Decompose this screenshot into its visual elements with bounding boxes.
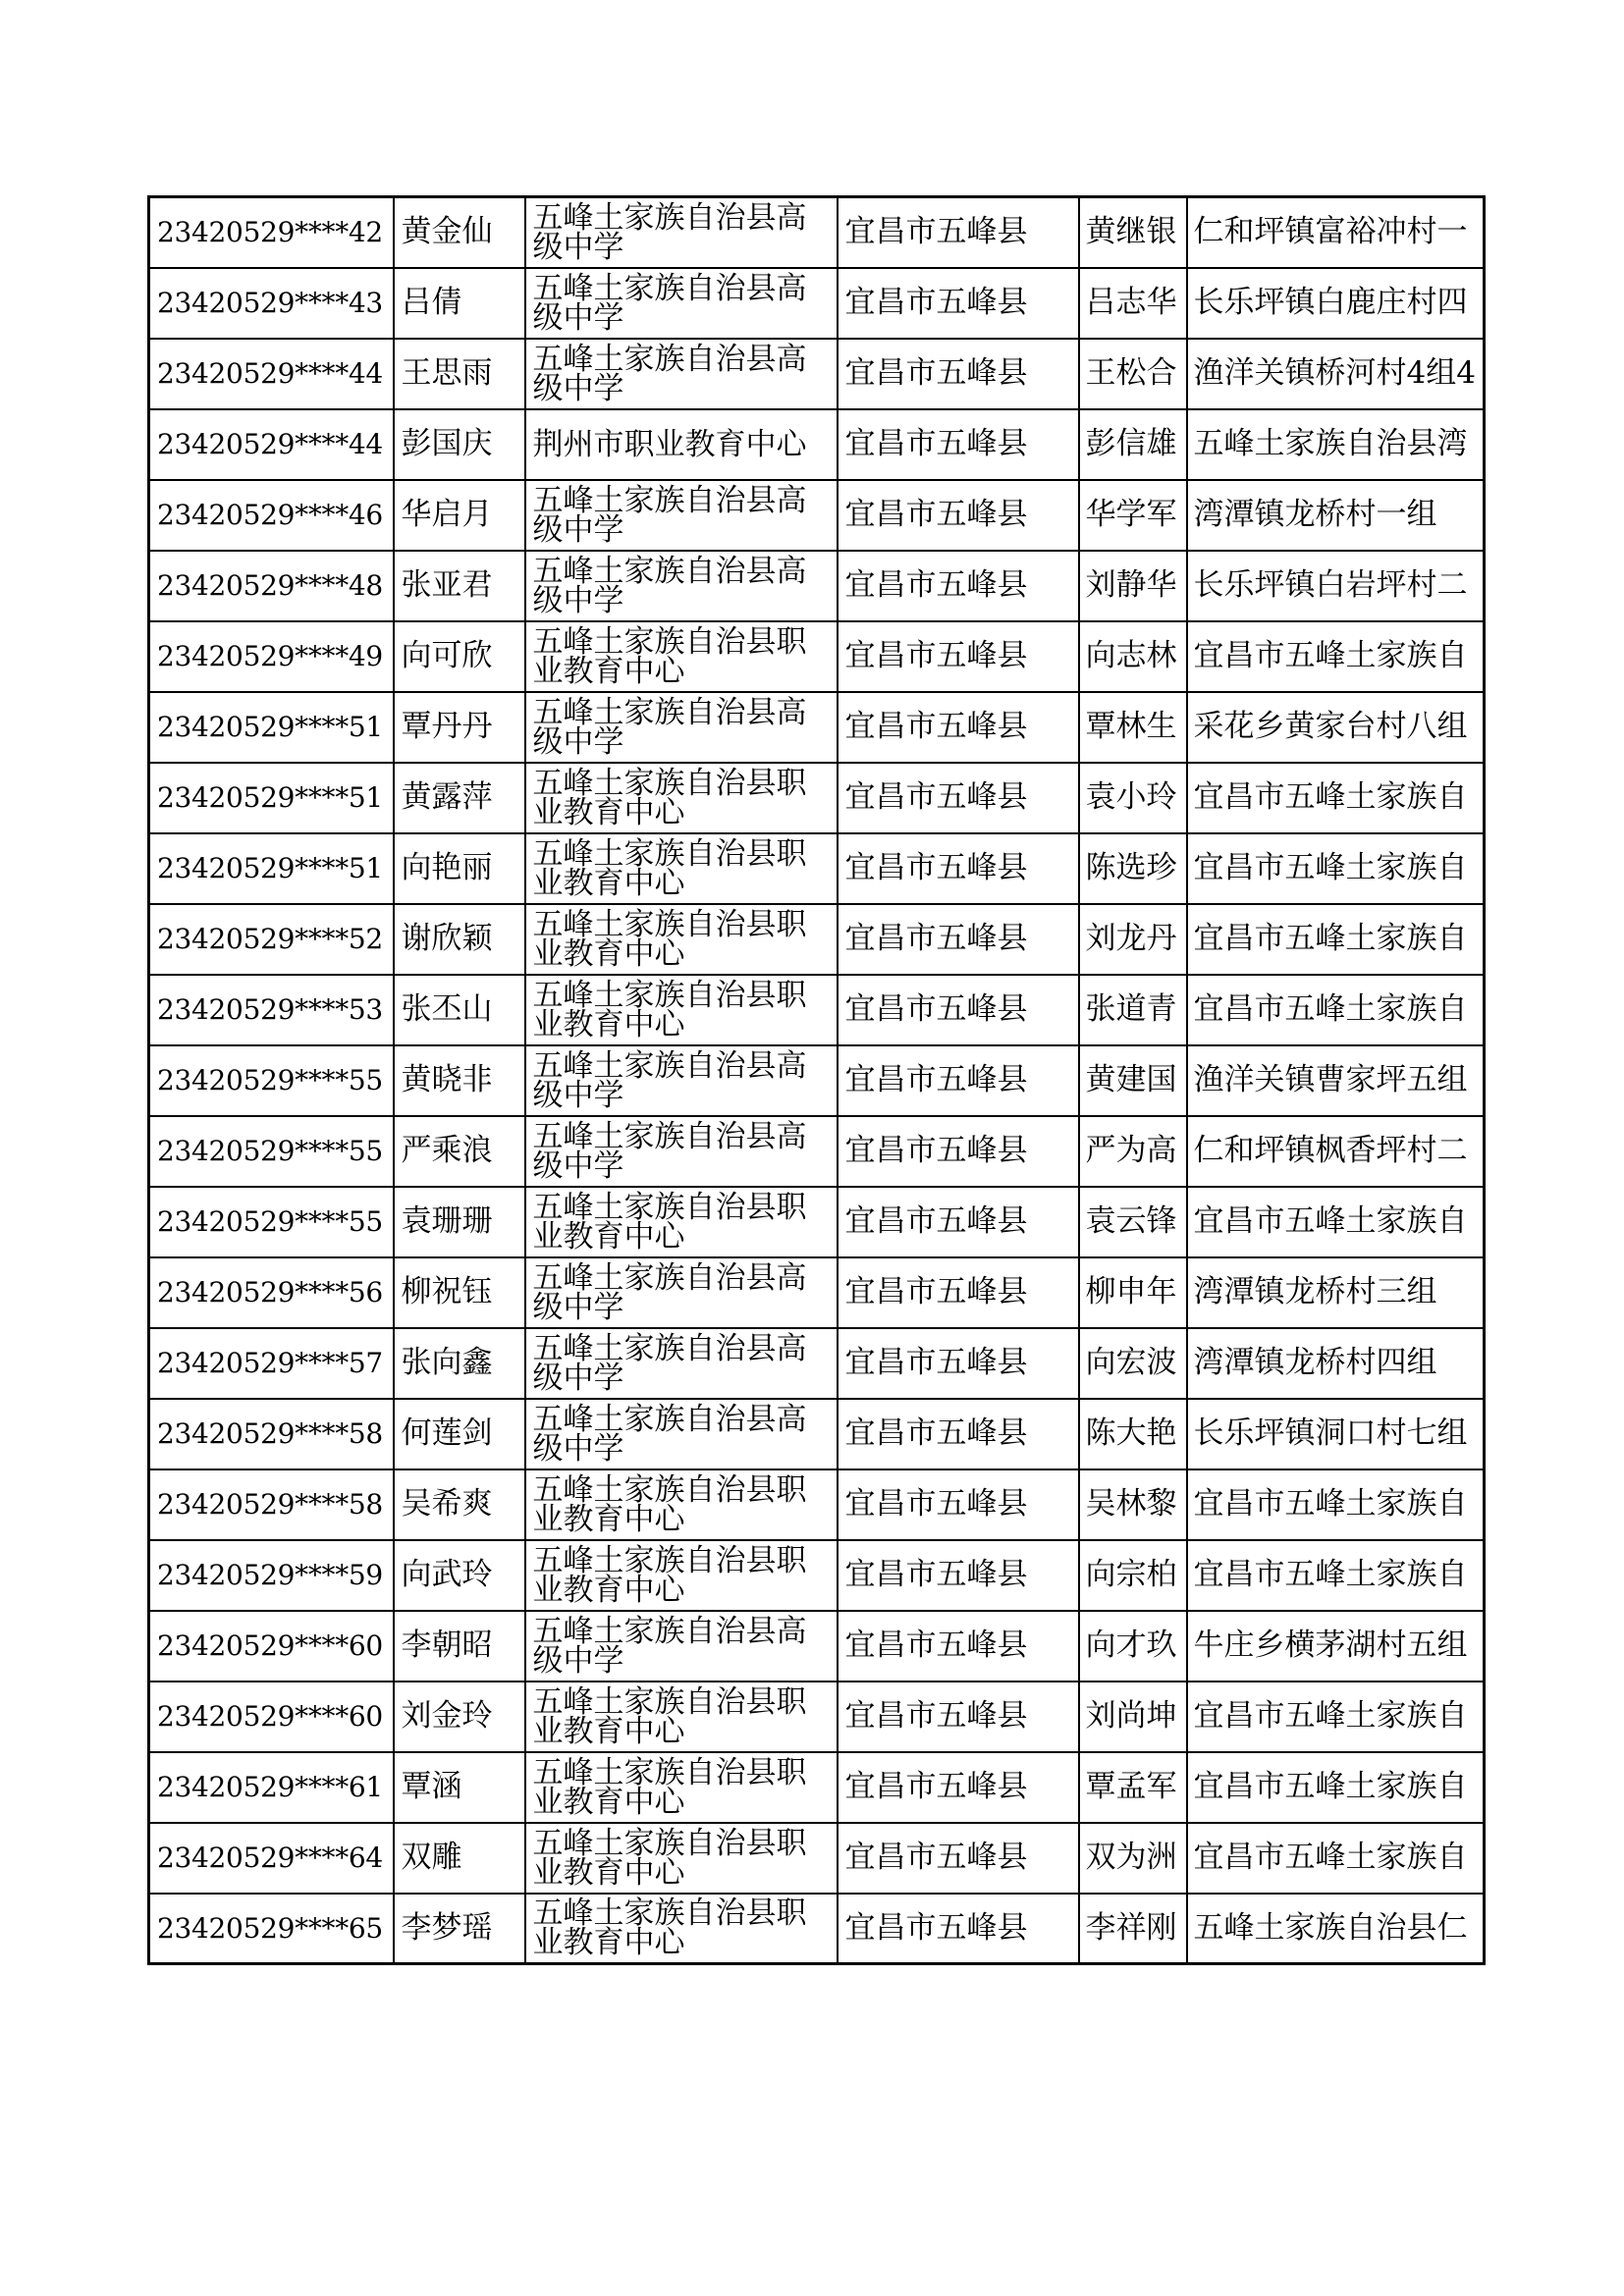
table-row <box>149 551 1485 621</box>
student-name-cell: 覃涵 <box>394 1752 525 1823</box>
address-cell: 仁和坪镇富裕冲村一 <box>1187 197 1485 268</box>
table-row <box>149 621 1485 692</box>
region-cell: 宜昌市五峰县 <box>838 339 1079 409</box>
school-cell: 五峰土家族自治县高级中学 <box>525 1045 838 1116</box>
address-cell: 宜昌市五峰土家族自 <box>1187 1469 1485 1540</box>
student-name-cell: 张丕山 <box>394 975 525 1045</box>
region-cell: 宜昌市五峰县 <box>838 1823 1079 1894</box>
table-row <box>149 763 1485 833</box>
table-row <box>149 975 1485 1045</box>
id-number-cell: 23420529****56 <box>149 1257 394 1328</box>
id-number-cell: 23420529****55 <box>149 1045 394 1116</box>
region-cell: 宜昌市五峰县 <box>838 1116 1079 1187</box>
student-name-cell: 柳祝钰 <box>394 1257 525 1328</box>
address-cell: 宜昌市五峰土家族自 <box>1187 1187 1485 1257</box>
parent-name-cell: 吕志华 <box>1079 268 1187 339</box>
school-cell: 荆州市职业教育中心 <box>525 409 838 480</box>
id-number-cell: 23420529****60 <box>149 1682 394 1752</box>
school-cell: 五峰土家族自治县职业教育中心 <box>525 1823 838 1894</box>
address-cell: 采花乡黄家台村八组 <box>1187 692 1485 763</box>
table-row <box>149 339 1485 409</box>
address-cell: 湾潭镇龙桥村一组 <box>1187 480 1485 551</box>
id-number-cell: 23420529****60 <box>149 1611 394 1682</box>
parent-name-cell: 黄继银 <box>1079 197 1187 268</box>
table-row <box>149 1540 1485 1611</box>
id-number-cell: 23420529****55 <box>149 1187 394 1257</box>
school-cell: 五峰土家族自治县高级中学 <box>525 1611 838 1682</box>
region-cell: 宜昌市五峰县 <box>838 1257 1079 1328</box>
parent-name-cell: 张道青 <box>1079 975 1187 1045</box>
table-row <box>149 1187 1485 1257</box>
address-cell: 宜昌市五峰土家族自 <box>1187 904 1485 975</box>
address-cell: 宜昌市五峰土家族自 <box>1187 833 1485 904</box>
region-cell: 宜昌市五峰县 <box>838 1187 1079 1257</box>
table-row <box>149 197 1485 268</box>
region-cell: 宜昌市五峰县 <box>838 1682 1079 1752</box>
address-cell: 牛庄乡横茅湖村五组 <box>1187 1611 1485 1682</box>
region-cell: 宜昌市五峰县 <box>838 621 1079 692</box>
parent-name-cell: 向宏波 <box>1079 1328 1187 1399</box>
student-name-cell: 吴希爽 <box>394 1469 525 1540</box>
student-name-cell: 吕倩 <box>394 268 525 339</box>
region-cell: 宜昌市五峰县 <box>838 904 1079 975</box>
parent-name-cell: 陈选珍 <box>1079 833 1187 904</box>
parent-name-cell: 李祥刚 <box>1079 1894 1187 1964</box>
parent-name-cell: 刘静华 <box>1079 551 1187 621</box>
id-number-cell: 23420529****55 <box>149 1116 394 1187</box>
table-row <box>149 1045 1485 1116</box>
parent-name-cell: 袁小玲 <box>1079 763 1187 833</box>
school-cell: 五峰土家族自治县职业教育中心 <box>525 1469 838 1540</box>
parent-name-cell: 柳申年 <box>1079 1257 1187 1328</box>
region-cell: 宜昌市五峰县 <box>838 692 1079 763</box>
address-cell: 湾潭镇龙桥村三组 <box>1187 1257 1485 1328</box>
address-cell: 渔洋关镇曹家坪五组 <box>1187 1045 1485 1116</box>
parent-name-cell: 双为洲 <box>1079 1823 1187 1894</box>
region-cell: 宜昌市五峰县 <box>838 409 1079 480</box>
student-name-cell: 彭国庆 <box>394 409 525 480</box>
student-name-cell: 向可欣 <box>394 621 525 692</box>
id-number-cell: 23420529****44 <box>149 339 394 409</box>
parent-name-cell: 袁云锋 <box>1079 1187 1187 1257</box>
student-name-cell: 黄金仙 <box>394 197 525 268</box>
table-row <box>149 1328 1485 1399</box>
address-cell: 宜昌市五峰土家族自 <box>1187 1682 1485 1752</box>
region-cell: 宜昌市五峰县 <box>838 1328 1079 1399</box>
id-number-cell: 23420529****59 <box>149 1540 394 1611</box>
id-number-cell: 23420529****65 <box>149 1894 394 1964</box>
table-row <box>149 692 1485 763</box>
school-cell: 五峰土家族自治县职业教育中心 <box>525 763 838 833</box>
student-name-cell: 张向鑫 <box>394 1328 525 1399</box>
student-roster-table <box>147 195 1486 1965</box>
student-name-cell: 向艳丽 <box>394 833 525 904</box>
student-name-cell: 李梦瑶 <box>394 1894 525 1964</box>
table-row <box>149 1469 1485 1540</box>
parent-name-cell: 刘尚坤 <box>1079 1682 1187 1752</box>
address-cell: 仁和坪镇枫香坪村二 <box>1187 1116 1485 1187</box>
region-cell: 宜昌市五峰县 <box>838 975 1079 1045</box>
address-cell: 五峰土家族自治县湾 <box>1187 409 1485 480</box>
student-name-cell: 双雕 <box>394 1823 525 1894</box>
table-row <box>149 1752 1485 1823</box>
region-cell: 宜昌市五峰县 <box>838 1611 1079 1682</box>
region-cell: 宜昌市五峰县 <box>838 833 1079 904</box>
parent-name-cell: 黄建国 <box>1079 1045 1187 1116</box>
id-number-cell: 23420529****58 <box>149 1469 394 1540</box>
school-cell: 五峰土家族自治县职业教育中心 <box>525 1894 838 1964</box>
region-cell: 宜昌市五峰县 <box>838 1894 1079 1964</box>
parent-name-cell: 华学军 <box>1079 480 1187 551</box>
address-cell: 湾潭镇龙桥村四组 <box>1187 1328 1485 1399</box>
roster-body <box>149 197 1485 1964</box>
table-row <box>149 833 1485 904</box>
region-cell: 宜昌市五峰县 <box>838 480 1079 551</box>
school-cell: 五峰土家族自治县职业教育中心 <box>525 1682 838 1752</box>
student-name-cell: 王思雨 <box>394 339 525 409</box>
parent-name-cell: 刘龙丹 <box>1079 904 1187 975</box>
region-cell: 宜昌市五峰县 <box>838 1399 1079 1469</box>
student-name-cell: 李朝昭 <box>394 1611 525 1682</box>
parent-name-cell: 严为高 <box>1079 1116 1187 1187</box>
parent-name-cell: 向志林 <box>1079 621 1187 692</box>
student-name-cell: 向武玲 <box>394 1540 525 1611</box>
table-row <box>149 268 1485 339</box>
region-cell: 宜昌市五峰县 <box>838 1045 1079 1116</box>
address-cell: 长乐坪镇白岩坪村二 <box>1187 551 1485 621</box>
table-row <box>149 1894 1485 1964</box>
school-cell: 五峰土家族自治县高级中学 <box>525 268 838 339</box>
student-name-cell: 华启月 <box>394 480 525 551</box>
student-name-cell: 严乘浪 <box>394 1116 525 1187</box>
school-cell: 五峰土家族自治县高级中学 <box>525 339 838 409</box>
address-cell: 宜昌市五峰土家族自 <box>1187 621 1485 692</box>
region-cell: 宜昌市五峰县 <box>838 1752 1079 1823</box>
id-number-cell: 23420529****43 <box>149 268 394 339</box>
parent-name-cell: 覃孟军 <box>1079 1752 1187 1823</box>
address-cell: 宜昌市五峰土家族自 <box>1187 1540 1485 1611</box>
region-cell: 宜昌市五峰县 <box>838 197 1079 268</box>
id-number-cell: 23420529****51 <box>149 692 394 763</box>
parent-name-cell: 向宗柏 <box>1079 1540 1187 1611</box>
address-cell: 宜昌市五峰土家族自 <box>1187 763 1485 833</box>
region-cell: 宜昌市五峰县 <box>838 1469 1079 1540</box>
address-cell: 长乐坪镇白鹿庄村四 <box>1187 268 1485 339</box>
student-name-cell: 袁珊珊 <box>394 1187 525 1257</box>
address-cell: 渔洋关镇桥河村4组4 <box>1187 339 1485 409</box>
school-cell: 五峰土家族自治县职业教育中心 <box>525 1187 838 1257</box>
student-name-cell: 何莲剑 <box>394 1399 525 1469</box>
id-number-cell: 23420529****42 <box>149 197 394 268</box>
parent-name-cell: 彭信雄 <box>1079 409 1187 480</box>
student-name-cell: 黄露萍 <box>394 763 525 833</box>
table-row <box>149 1116 1485 1187</box>
student-name-cell: 张亚君 <box>394 551 525 621</box>
region-cell: 宜昌市五峰县 <box>838 268 1079 339</box>
table-row <box>149 1611 1485 1682</box>
parent-name-cell: 向才玖 <box>1079 1611 1187 1682</box>
address-cell: 五峰土家族自治县仁 <box>1187 1894 1485 1964</box>
id-number-cell: 23420529****57 <box>149 1328 394 1399</box>
address-cell: 长乐坪镇洞口村七组 <box>1187 1399 1485 1469</box>
id-number-cell: 23420529****61 <box>149 1752 394 1823</box>
school-cell: 五峰土家族自治县高级中学 <box>525 1116 838 1187</box>
school-cell: 五峰土家族自治县职业教育中心 <box>525 1540 838 1611</box>
school-cell: 五峰土家族自治县高级中学 <box>525 480 838 551</box>
student-name-cell: 刘金玲 <box>394 1682 525 1752</box>
id-number-cell: 23420529****64 <box>149 1823 394 1894</box>
id-number-cell: 23420529****46 <box>149 480 394 551</box>
student-name-cell: 黄晓非 <box>394 1045 525 1116</box>
school-cell: 五峰土家族自治县职业教育中心 <box>525 1752 838 1823</box>
parent-name-cell: 吴林黎 <box>1079 1469 1187 1540</box>
id-number-cell: 23420529****49 <box>149 621 394 692</box>
school-cell: 五峰土家族自治县职业教育中心 <box>525 904 838 975</box>
school-cell: 五峰土家族自治县高级中学 <box>525 1257 838 1328</box>
address-cell: 宜昌市五峰土家族自 <box>1187 975 1485 1045</box>
id-number-cell: 23420529****44 <box>149 409 394 480</box>
school-cell: 五峰土家族自治县职业教育中心 <box>525 621 838 692</box>
parent-name-cell: 王松合 <box>1079 339 1187 409</box>
student-name-cell: 覃丹丹 <box>394 692 525 763</box>
table-row <box>149 1399 1485 1469</box>
school-cell: 五峰土家族自治县高级中学 <box>525 692 838 763</box>
id-number-cell: 23420529****58 <box>149 1399 394 1469</box>
school-cell: 五峰土家族自治县职业教育中心 <box>525 833 838 904</box>
table-row <box>149 409 1485 480</box>
id-number-cell: 23420529****51 <box>149 763 394 833</box>
table-row <box>149 1823 1485 1894</box>
student-name-cell: 谢欣颖 <box>394 904 525 975</box>
parent-name-cell: 覃林生 <box>1079 692 1187 763</box>
table-row <box>149 480 1485 551</box>
address-cell: 宜昌市五峰土家族自 <box>1187 1823 1485 1894</box>
table-row <box>149 904 1485 975</box>
id-number-cell: 23420529****51 <box>149 833 394 904</box>
table-row <box>149 1257 1485 1328</box>
school-cell: 五峰土家族自治县职业教育中心 <box>525 975 838 1045</box>
region-cell: 宜昌市五峰县 <box>838 1540 1079 1611</box>
school-cell: 五峰土家族自治县高级中学 <box>525 551 838 621</box>
id-number-cell: 23420529****53 <box>149 975 394 1045</box>
school-cell: 五峰土家族自治县高级中学 <box>525 1328 838 1399</box>
school-cell: 五峰土家族自治县高级中学 <box>525 1399 838 1469</box>
parent-name-cell: 陈大艳 <box>1079 1399 1187 1469</box>
address-cell: 宜昌市五峰土家族自 <box>1187 1752 1485 1823</box>
id-number-cell: 23420529****48 <box>149 551 394 621</box>
id-number-cell: 23420529****52 <box>149 904 394 975</box>
table-row <box>149 1682 1485 1752</box>
school-cell: 五峰土家族自治县高级中学 <box>525 197 838 268</box>
region-cell: 宜昌市五峰县 <box>838 551 1079 621</box>
region-cell: 宜昌市五峰县 <box>838 763 1079 833</box>
